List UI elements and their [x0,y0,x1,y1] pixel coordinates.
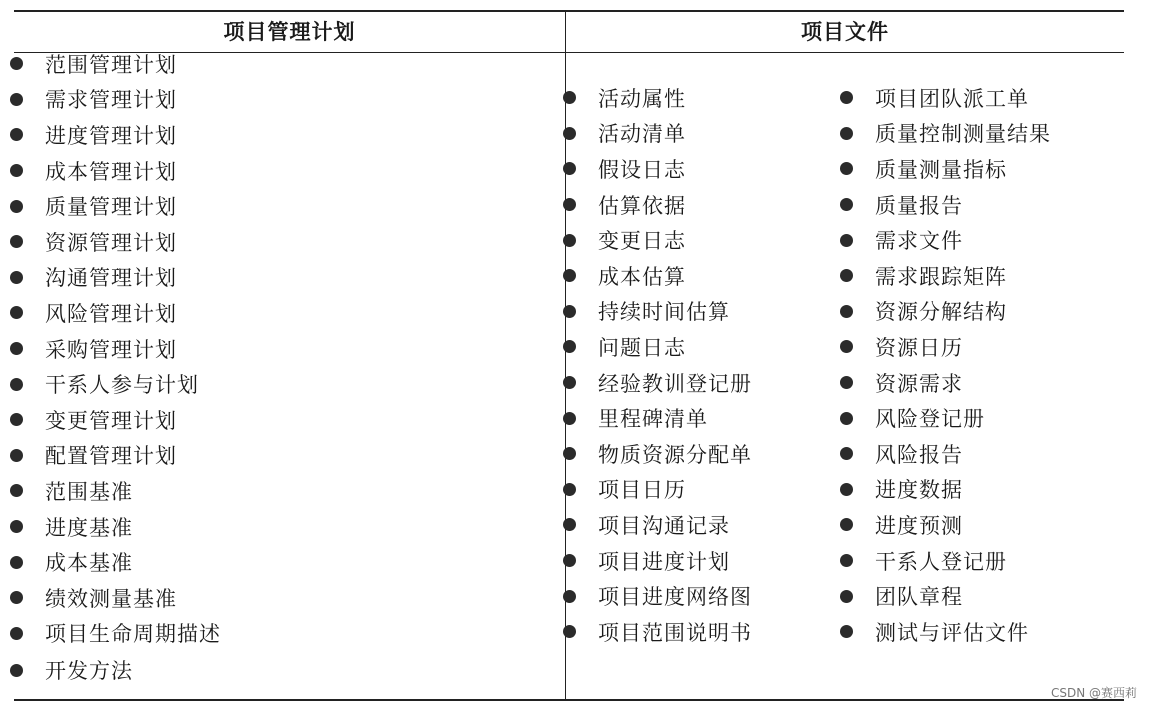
bullet-icon [840,340,853,353]
list-item-label: 干系人登记册 [875,549,1007,574]
list-item-label: 项目范围说明书 [598,620,752,645]
list-item-label: 范围管理计划 [45,52,177,77]
bullet-icon [840,590,853,603]
list-item [563,507,752,543]
bullet-icon [563,447,576,460]
list-item [10,616,221,652]
list-item-label: 估算依据 [598,193,686,218]
bullet-icon [563,625,576,638]
list-item-label: 物质资源分配单 [598,442,752,467]
list-item-label: 干系人参与计划 [45,373,199,398]
bullet-icon [10,128,23,141]
list-item-label: 项目日历 [598,478,686,503]
bullet-icon [840,269,853,282]
list-item-label: 进度预测 [875,513,963,538]
list-item [10,46,221,82]
bullet-icon [840,305,853,318]
list-item [840,472,1051,508]
bullet-icon [840,127,853,140]
bullet-icon [10,342,23,355]
list-item-label: 项目进度计划 [598,549,730,574]
bullet-icon [563,340,576,353]
list-item-label: 项目沟通记录 [598,513,730,538]
bullet-icon [10,378,23,391]
bullet-icon [840,376,853,389]
bullet-icon [10,520,23,533]
bullet-icon [563,590,576,603]
bullet-icon [840,447,853,460]
list-item [840,222,1051,258]
list-item-label: 经验教训登记册 [598,371,752,396]
watermark-text: CSDN @赛西莉 [1050,686,1137,700]
list-item-label: 成本基准 [45,551,133,576]
bullet-icon [563,412,576,425]
list-item [840,151,1051,187]
list-item [563,614,752,650]
bullet-icon [10,57,23,70]
bullet-icon [10,449,23,462]
list-item-label: 风险管理计划 [45,301,177,326]
bullet-icon [840,554,853,567]
documents-list-column-2 [840,80,1051,650]
bullet-icon [840,198,853,211]
list-item [10,473,221,509]
list-item-label: 范围基准 [45,479,133,504]
list-item [10,402,221,438]
header-project-documents: 项目文件 [801,20,889,44]
bullet-icon [10,664,23,677]
management-plan-list [10,46,221,689]
list-item [563,294,752,330]
list-item [10,544,221,580]
bullet-icon [563,162,576,175]
list-item-label: 需求跟踪矩阵 [875,264,1007,289]
list-item [840,578,1051,614]
bullet-icon [10,591,23,604]
list-item [563,578,752,614]
list-item-label: 风险报告 [875,442,963,467]
list-item-label: 进度管理计划 [45,123,177,148]
list-item [840,436,1051,472]
bullet-icon [10,271,23,284]
bullet-icon [10,484,23,497]
list-item-label: 成本管理计划 [45,159,177,184]
list-item [10,295,221,331]
list-item [840,258,1051,294]
list-item [563,187,752,223]
list-item-label: 问题日志 [598,335,686,360]
list-item-label: 配置管理计划 [45,444,177,469]
list-item [840,329,1051,365]
bullet-icon [563,234,576,247]
list-item-label: 质量控制测量结果 [875,122,1051,147]
list-item-label: 团队章程 [875,585,963,610]
list-item-label: 项目生命周期描述 [45,622,221,647]
list-item-label: 资源日历 [875,335,963,360]
list-item-label: 采购管理计划 [45,337,177,362]
list-item [10,580,221,616]
list-item [840,507,1051,543]
bullet-icon [563,554,576,567]
list-item [10,153,221,189]
list-item-label: 绩效测量基准 [45,586,177,611]
list-item [563,258,752,294]
bullet-icon [10,200,23,213]
list-item [10,438,221,474]
list-item-label: 进度基准 [45,515,133,540]
list-item-label: 质量测量指标 [875,157,1007,182]
list-item [10,651,221,689]
list-item-label: 项目团队派工单 [875,86,1029,111]
list-item [10,224,221,260]
list-item-label: 假设日志 [598,157,686,182]
bullet-icon [563,376,576,389]
list-item-label: 活动清单 [598,122,686,147]
list-item-label: 成本估算 [598,264,686,289]
bullet-icon [840,518,853,531]
list-item [10,82,221,118]
list-item-label: 沟通管理计划 [45,266,177,291]
documents-list-column-1 [563,80,752,650]
bullet-icon [10,413,23,426]
list-item-label: 开发方法 [45,659,133,684]
list-item-label: 进度数据 [875,478,963,503]
list-item-label: 质量报告 [875,193,963,218]
list-item [10,260,221,296]
bullet-icon [840,412,853,425]
list-item [563,436,752,472]
list-item [563,222,752,258]
bullet-icon [840,483,853,496]
bullet-icon [10,627,23,640]
list-item-label: 活动属性 [598,86,686,111]
list-item [563,365,752,401]
bullet-icon [563,91,576,104]
list-item [563,543,752,579]
bullet-icon [10,93,23,106]
list-item-label: 持续时间估算 [598,300,730,325]
bullet-icon [840,625,853,638]
list-item [840,365,1051,401]
list-item-label: 需求文件 [875,229,963,254]
list-item [840,543,1051,579]
list-item [840,116,1051,152]
bullet-icon [10,306,23,319]
list-item [10,509,221,545]
list-item-label: 里程碑清单 [598,407,708,432]
bullet-icon [10,556,23,569]
bullet-icon [563,483,576,496]
list-item-label: 风险登记册 [875,407,985,432]
list-item [563,400,752,436]
bullet-icon [563,305,576,318]
bullet-icon [563,518,576,531]
list-item-label: 测试与评估文件 [875,620,1029,645]
list-item [840,80,1051,116]
list-item [840,614,1051,650]
bullet-icon [563,127,576,140]
list-item [563,472,752,508]
list-item [563,151,752,187]
list-item-label: 资源分解结构 [875,300,1007,325]
list-item [10,117,221,153]
list-item-label: 需求管理计划 [45,88,177,113]
list-item-label: 项目进度网络图 [598,585,752,610]
list-item-label: 变更管理计划 [45,408,177,433]
list-item [10,366,221,402]
list-item-label: 资源管理计划 [45,230,177,255]
list-item [10,188,221,224]
list-item [563,329,752,365]
bullet-icon [840,162,853,175]
bullet-icon [840,234,853,247]
bullet-icon [10,235,23,248]
list-item [840,187,1051,223]
header-management-plan: 项目管理计划 [223,20,356,44]
bullet-icon [563,198,576,211]
list-item [563,80,752,116]
bullet-icon [563,269,576,282]
list-item-label: 质量管理计划 [45,195,177,220]
list-item [563,116,752,152]
list-item [840,400,1051,436]
list-item-label: 变更日志 [598,229,686,254]
list-item [840,294,1051,330]
bullet-icon [10,164,23,177]
list-item [10,331,221,367]
bullet-icon [840,91,853,104]
list-item-label: 资源需求 [875,371,963,396]
